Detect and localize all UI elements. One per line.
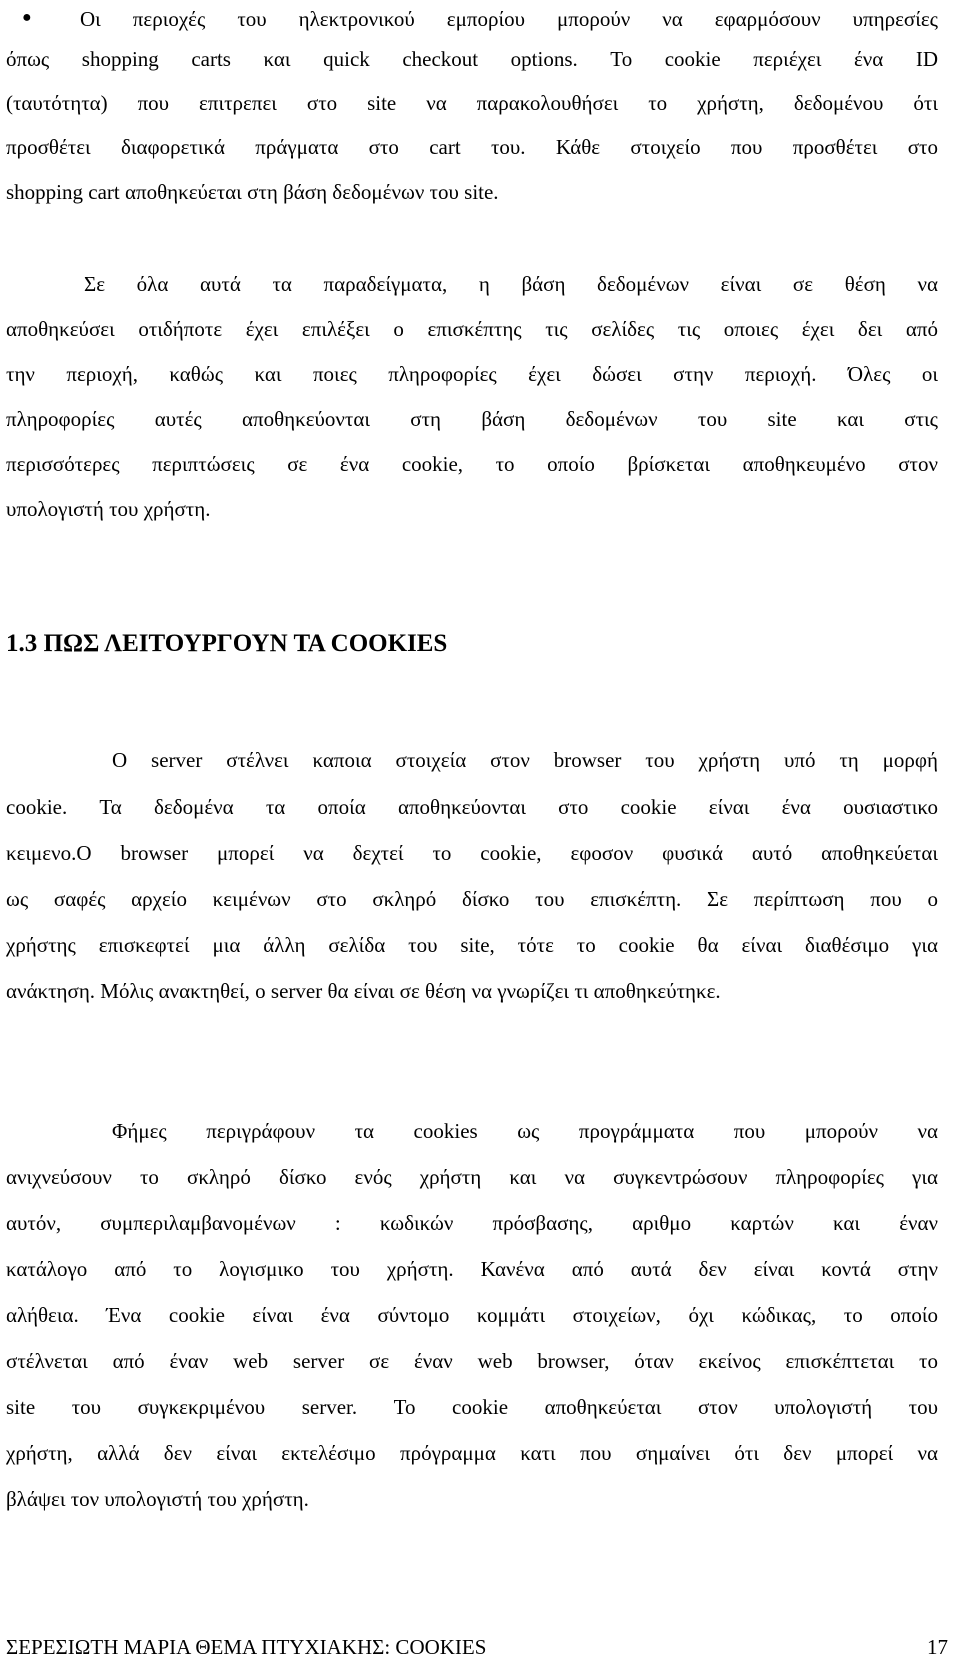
text-line: cookie. Τα δεδομένα τα οποία αποθηκεύονται στο cookie είναι ένα ουσιαστικο [6, 795, 938, 819]
text-line: υπολογιστή του χρήστη. [6, 497, 211, 521]
text-line: στέλνεται από έναν web server σε έναν web browser, όταν εκείνος επισκέπτεται το [6, 1349, 938, 1373]
text-line: χρήστη, αλλά δεν είναι εκτελέσιμο πρόγραμμα κατι που σημαίνει ότι δεν μπορεί να [6, 1441, 938, 1465]
text-line: την περιοχή, καθώς και ποιες πληροφορίες έχει δώσει στην περιοχή. Όλες οι [6, 362, 938, 386]
text-line: κατάλογο από το λογισμικο του χρήστη. Κανένα από αυτά δεν είναι κοντά στην [6, 1257, 938, 1281]
text-line: αλήθεια. Ένα cookie είναι ένα σύντομο κομμάτι στοιχείων, όχι κώδικας, το οποίο [6, 1303, 938, 1327]
text-line: κειμενο.Ο browser μπορεί να δεχτεί το cookie, εφοσον φυσικά αυτό αποθηκεύεται [6, 841, 938, 865]
text-line: ανάκτηση. Μόλις ανακτηθεί, ο server θα είναι σε θέση να γνωρίζει τι αποθηκεύτηκε. [6, 979, 721, 1003]
text-line: πληροφορίες αυτές αποθηκεύονται στη βάση δεδομένων του site και στις [6, 407, 938, 431]
text-line: (ταυτότητα) που επιτρεπει στο site να παρακολουθήσει το χρήστη, δεδομένου ότι [6, 91, 938, 115]
text-line: χρήστης επισκεφτεί μια άλλη σελίδα του site, τότε το cookie θα είναι διαθέσιμο για [6, 933, 938, 957]
text-line: Φήμες περιγράφουν τα cookies ως προγράμματα που μπορούν να [112, 1119, 938, 1143]
text-line: βλάψει τον υπολογιστή του χρήστη. [6, 1487, 309, 1511]
text-line: Οι περιοχές του ηλεκτρονικού εμπορίου μπορούν να εφαρμόσουν υπηρεσίες [80, 7, 938, 31]
text-line: site του συγκεκριμένου server. Το cookie αποθηκεύεται στον υπολογιστή του [6, 1395, 938, 1419]
page-footer [6, 1632, 948, 1662]
text-line: όπως shopping carts και quick checkout options. Το cookie περιέχει ένα ID [6, 47, 938, 71]
text-line: Ο server στέλνει καποια στοιχεία στον browser του χρήστη υπό τη μορφή [112, 748, 938, 772]
text-line: περισσότερες περιπτώσεις σε ένα cookie, το οποίο βρίσκεται αποθηκευμένο στον [6, 452, 938, 476]
section-heading: 1.3 ΠΩΣ ΛΕΙΤΟΥΡΓΟΥΝ ΤΑ COOKIES [6, 630, 448, 657]
text-line: ανιχνεύσουν το σκληρό δίσκο ενός χρήστη και να συγκεντρώσουν πληροφορίες για [6, 1165, 938, 1189]
bullet-icon: ● [22, 9, 32, 26]
text-line: shopping cart αποθηκεύεται στη βάση δεδομένων του site. [6, 180, 499, 204]
page-number: 17 [927, 1635, 948, 1659]
text-line: αποθηκεύσει οτιδήποτε έχει επιλέξει ο επισκέπτης τις σελίδες τις οποιες έχει δει από [6, 317, 938, 341]
footer-text: ΣΕΡΕΣΙΩΤΗ ΜΑΡΙΑ ΘΕΜΑ ΠΤΥΧΙΑΚΗΣ: COOKIES [6, 1635, 487, 1659]
text-line: Σε όλα αυτά τα παραδείγματα, η βάση δεδομένων είναι σε θέση να [84, 272, 938, 296]
text-line: προσθέτει διαφορετικά πράγματα στο cart του. Κάθε στοιχείο που προσθέτει στο [6, 135, 938, 159]
text-line: ως σαφές αρχείο κειμένων στο σκληρό δίσκο του επισκέπτη. Σε περίπτωση που ο [6, 887, 938, 911]
text-line: αυτόν, συμπεριλαμβανομένων : κωδικών πρόσβασης, αριθμο καρτών και έναν [6, 1211, 938, 1235]
